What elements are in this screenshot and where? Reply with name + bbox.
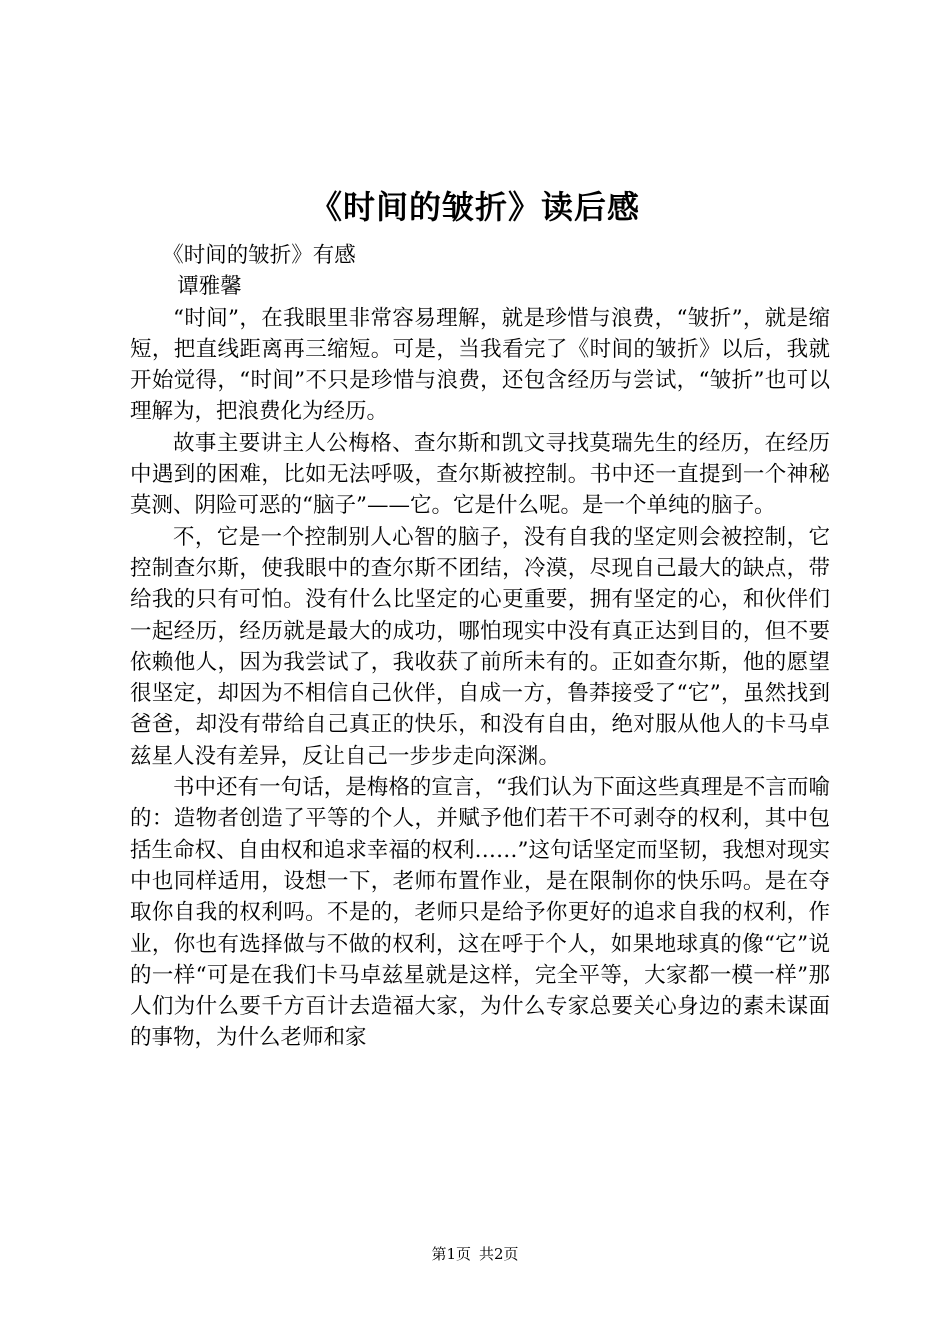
- paragraph-1: “时间”，在我眼里非常容易理解，就是珍惜与浪费，“皱折”，就是缩短，把直线距离再三缩短。可是，当我看完了《时间的皱折》以后，我就开始觉得，“时间”不只是珍惜与浪费，还包含经历与尝试，“皱折”也可以理解为，把浪费化为经历。: [130, 305, 830, 425]
- page-number: 第1页: [431, 1245, 471, 1263]
- page-footer: [0, 1244, 950, 1264]
- document-title: 《时间的皱折》读后感: [309, 188, 640, 226]
- document-subtitle: 《时间的皱折》有感: [162, 243, 356, 268]
- page-total: 共2页: [479, 1245, 519, 1263]
- document-author: 谭雅馨: [177, 274, 242, 300]
- document-body: [130, 240, 830, 1054]
- paragraph-4: 书中还有一句话，是梅格的宣言，“我们认为下面这些真理是不言而喻的：造物者创造了平等的个人，并赋予他们若干不可剥夺的权利，其中包括生命权、自由权和追求幸福的权利……”这句话坚定而坚韧，我想对现实中也同样适用，设想一下，老师布置作业，是在限制你的快乐吗。是在夺取你自我的权利吗。不是的，老师只是给予你更好的追求自我的权利，作业，你也有选择做与不做的权利，这在呼于个人，如果地球真的像“它”说的一样“可是在我们卡马卓兹星就是这样，完全平等，大家都一模一样”那人们为什么要千方百计去造福大家，为什么专家总要关心身边的素未谋面的事物，为什么老师和家: [130, 775, 830, 1051]
- paragraph-3: 不，它是一个控制别人心智的脑子，没有自我的坚定则会被控制，它控制查尔斯，使我眼中的查尔斯不团结，冷漠，尽现自己最大的缺点，带给我的只有可怕。没有什么比坚定的心更重要，拥有坚定的心，和伙伴们一起经历，经历就是最大的成功，哪怕现实中没有真正达到目的，但不要依赖他人，因为我尝试了，我收获了前所未有的。正如查尔斯，他的愿望很坚定，却因为不相信自己伙伴，自成一方，鲁莽接受了“它”，虽然找到爸爸，却没有带给自己真正的快乐，和没有自由，绝对服从他人的卡马卓兹星人没有差异，反让自己一步步走向深渊。: [130, 524, 830, 769]
- paragraph-2: 故事主要讲主人公梅格、查尔斯和凯文寻找莫瑞先生的经历，在经历中遇到的困难，比如无法呼吸，查尔斯被控制。书中还一直提到一个神秘莫测、阴险可恶的“脑子”——它。它是什么呢。是一个单纯的脑子。: [130, 430, 830, 519]
